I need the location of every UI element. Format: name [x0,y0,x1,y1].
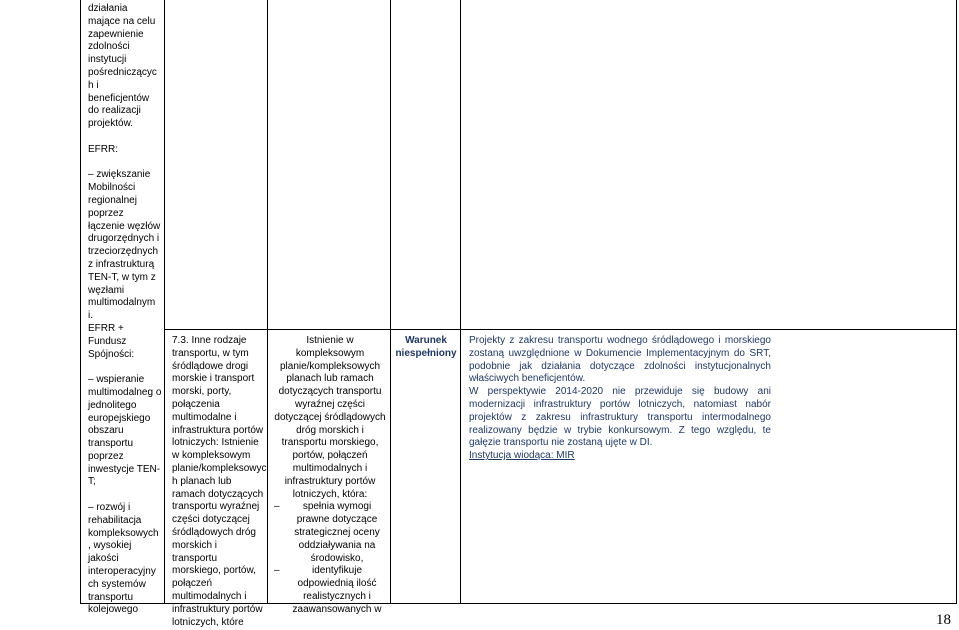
col3-intro: Istnienie w kompleksowym planie/kompleksowych planach lub ramach dotyczących transportu wyraźnej części dotyczącej śródlądowych dróg morskich i transportu morskiego, portów, połączeń multimodalnych i infrastruktury portów lotniczych, która: [274,335,386,500]
row-divider [164,329,957,330]
table-border-right [956,0,957,604]
col1-top-text: działania mające na celu zapewnienie zdolności instytucji pośredniczącyc h i beneficjentów do realizacji projektów. [88,3,157,130]
col1-cell [88,3,162,617]
col1-fund-item-1: – wspieranie multimodalneg o jednolitego europejskiego obszaru transportu poprzez inwestycje TEN-T; [88,374,162,488]
bullet-marker: – [274,501,280,513]
col5-paragraph-1: Projekty z zakresu transportu wodnego śródlądowego i morskiego zostaną uwzględnione w Dokumencie Implementacyjnym do SRT, podobnie jak działania dotyczące zdolności instytucjonalnych właściwych beneficjentów. [469,335,771,385]
col1-fund-item-2: – rozwój i rehabilitacja kompleksowych , wysokiej jakości interoperacyjny ch systemów transportu kolejowego [88,502,159,616]
col3-bullet-2 [274,565,386,616]
col5-cell [469,335,771,463]
col1-efrr-item: – zwiększanie Mobilności regionalnej poprzez łączenie węzłów drugorzędnych i trzeciorzędnych z infrastrukturą TEN-T, w tym z węzłami multimodalnym i. [88,169,161,322]
col1-efrr-label: EFRR: [88,143,118,155]
col1-fund-label: EFRR + Fundusz Spójności: [88,322,135,360]
col3-cell [274,335,386,617]
table-border-left [80,0,81,604]
col2-condition-text: 7.3. Inne rodzaje transportu, w tym śródlądowe drogi morskie i transport morski, porty, połączenia multimodalne i infrastruktura portów lotniczych: Istnienie w kompleksowym planie/kompleksowyc h planach lub ramach dotyczących transportu wyraźnej części dotyczącej śródlądowych dróg morskich i transportu morskiego, portów, połączeń multimodalnych i infrastruktury portów lotniczych, które [172,335,267,628]
col2-cell [172,335,267,629]
col4-cell [394,335,458,361]
lead-institution: Instytucja wiodąca: MIR [469,450,575,462]
col3-bullet-2-text: identyfikuje odpowiednią ilość realistycznych i zaawansowanych w [292,565,382,615]
table-border-col4 [460,0,461,604]
table-border-col1 [164,0,165,604]
condition-status: Warunek niespełniony [395,335,457,359]
page-number: 18 [936,612,951,628]
col5-paragraph-2: W perspektywie 2014-2020 nie przewiduje się budowy ani modernizacji infrastruktury portów lotniczych, natomiast nabór projektów z zakresu infrastruktury transportu intermodalnego realizowany będzie w trybie konkursowym. Z tego względu, te gałęzie transportu nie zostaną ujęte w DI. [469,386,771,449]
bullet-marker: – [274,565,280,577]
table-border-col2 [267,0,268,604]
table-border-col3 [390,0,391,604]
col3-bullet-1-text: spełnia wymogi prawne dotyczące strategicznej oceny oddziaływania na środowisko, [294,501,380,564]
col3-bullet-1 [274,501,386,565]
